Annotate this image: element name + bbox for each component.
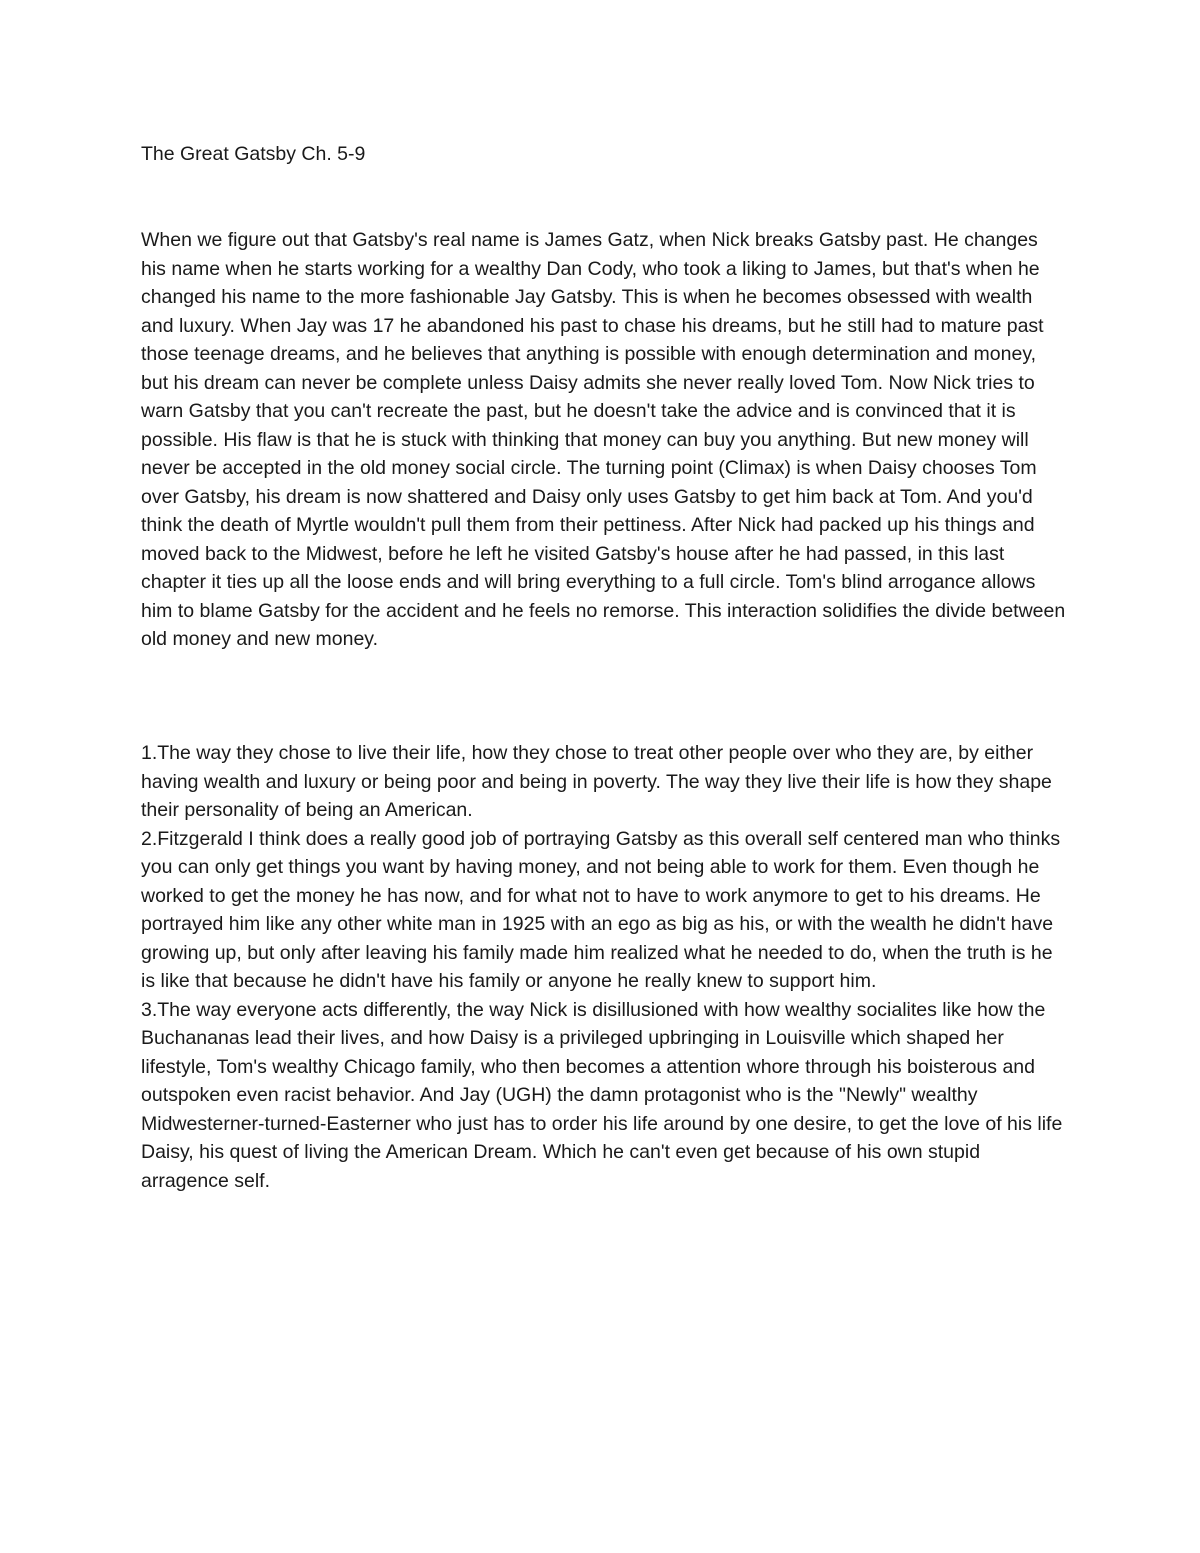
essay-paragraph: When we figure out that Gatsby's real name is James Gatz, when Nick breaks Gatsby past. He changes his name when he starts working for a wealthy Dan Cody, who took a liking to James, but that's when he changed his name to the more fashionable Jay Gatsby. This is when he becomes obsessed with wealth and luxury. When Jay was 17 he abandoned his past to chase his dreams, but he still had to mature past those teenage dreams, and he believes that anything is possible with enough determination and money, but his dream can never be complete unless Daisy admits she never really loved Tom. Now Nick tries to warn Gatsby that you can't recreate the past, but he doesn't take the advice and is convinced that it is possible. His flaw is that he is stuck with thinking that money can buy you anything. But new money will never be accepted in the old money social circle. The turning point (Climax) is when Daisy chooses Tom over Gatsby, his dream is now shattered and Daisy only uses Gatsby to get him back at Tom. And you'd think the death of Myrtle wouldn't pull them from their pettiness. After Nick had packed up his things and moved back to the Midwest, before he left he visited Gatsby's house after he had passed, in this last chapter it ties up all the loose ends and will bring everything to a full circle. Tom's blind arrogance allows him to blame Gatsby for the accident and he feels no remorse. This interaction solidifies the divide between old money and new money.: [141, 229, 1066, 650]
answers-list: [141, 739, 1066, 1195]
answer-item-2: 2.Fitzgerald I think does a really good job of portraying Gatsby as this overall self centered man who thinks you can only get things you want by having money, and not being able to work for them. Even though he worked to get the money he has now, and for what not to have to work anymore to get to his dreams. He portrayed him like any other white man in 1925 with an ego as big as his, or with the wealth he didn't have growing up, but only after leaving his family made him realized what he needed to do, when the truth is he is like that because he didn't have his family or anyone he really knew to support him.: [141, 827, 1061, 992]
answer-item-1: 1.The way they chose to live their life, how they chose to treat other people over who they are, by either having wealth and luxury or being poor and being in poverty. The way they live their life is how they shape their personality of being an American.: [141, 742, 1052, 821]
answer-item-3: 3.The way everyone acts differently, the way Nick is disillusioned with how wealthy socialites like how the Buchananas lead their lives, and how Daisy is a privileged upbringing in Louisville which shaped her lifestyle, Tom's wealthy Chicago family, who then becomes a attention whore through his boisterous and outspoken even racist behavior. And Jay (UGH) the damn protagonist who is the "Newly" wealthy Midwesterner-turned-Easterner who just has to order his life around by one desire, to get the love of his life Daisy, his quest of living the American Dream. Which he can't even get because of his own stupid arragence self.: [141, 998, 1063, 1192]
document-title: The Great Gatsby Ch. 5-9: [141, 143, 366, 165]
